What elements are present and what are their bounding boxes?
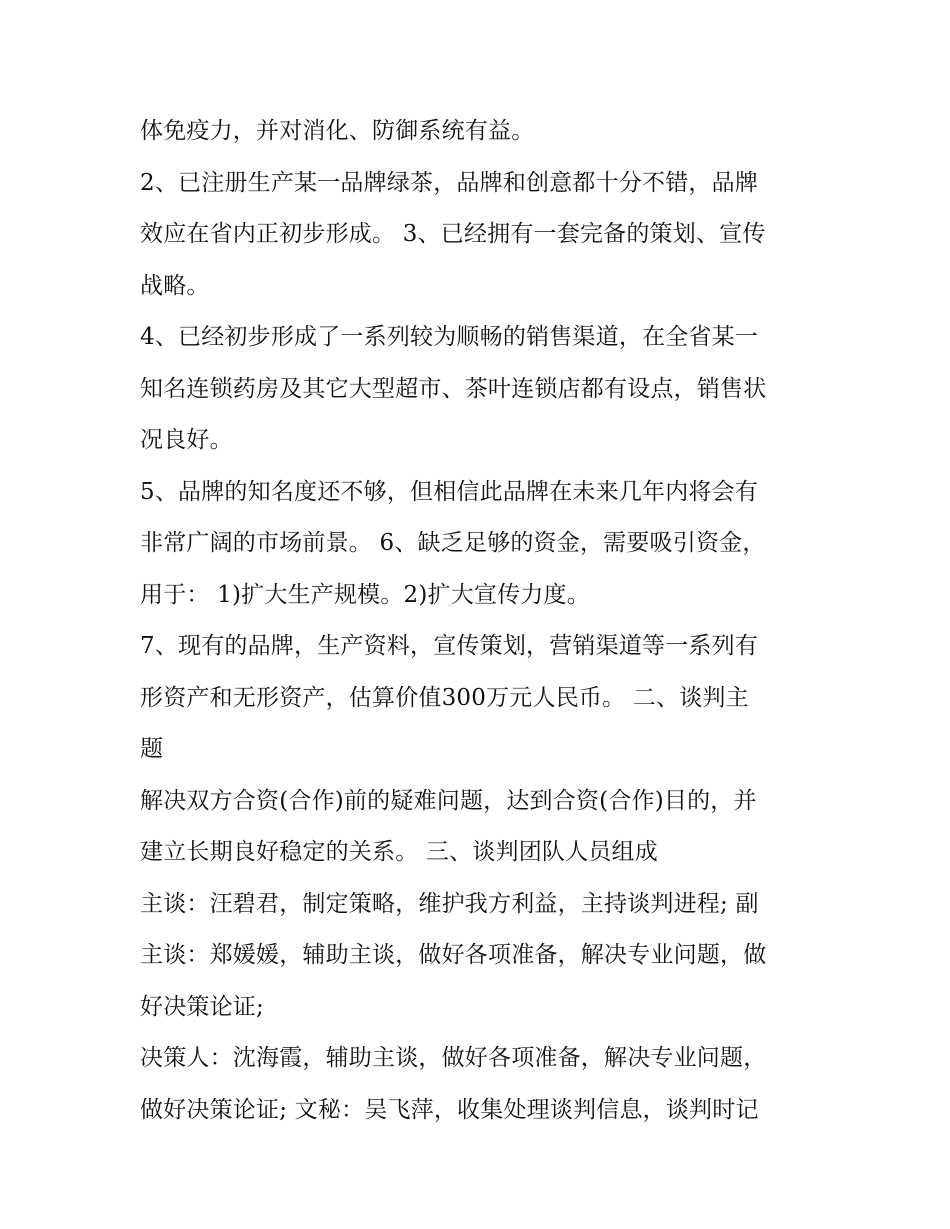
text-line: 知名连锁药房及其它大型超市、茶叶连锁店都有设点，销售状 bbox=[140, 375, 767, 402]
text-line: 非常广阔的市场前景。 6、缺乏足够的资金，需要吸引资金， bbox=[140, 530, 766, 556]
text-line: 主谈：汪碧君，制定策略，维护我方利益，主持谈判进程; 副 bbox=[140, 890, 759, 917]
text-line: 7、现有的品牌，生产资料，宣传策划，营销渠道等一系列有 bbox=[140, 633, 759, 659]
text-line: 4、已经初步形成了一系列较为顺畅的销售渠道，在全省某一 bbox=[140, 324, 759, 350]
text-line: 战略。 bbox=[140, 272, 210, 299]
text-line: 体免疫力，并对消化、防御系统有益。 bbox=[140, 118, 535, 144]
text-line: 形资产和无形资产，估算价值300万元人民币。 二、谈判主 bbox=[140, 684, 749, 711]
text-line: 5、品牌的知名度还不够，但相信此品牌在未来几年内将会有 bbox=[140, 478, 759, 505]
text-line: 决策人：沈海霞，辅助主谈，做好各项准备，解决专业问题， bbox=[140, 1045, 767, 1071]
text-line: 题 bbox=[140, 736, 164, 762]
text-line: 用于： 1)扩大生产规模。2)扩大宣传力度。 bbox=[140, 581, 590, 608]
text-line: 效应在省内正初步形成。 3、已经拥有一套完备的策划、宣传 bbox=[140, 221, 766, 247]
text-line: 主谈：郑媛媛，辅助主谈，做好各项准备，解决专业问题，做 bbox=[140, 942, 767, 968]
text-line: 好决策论证; bbox=[140, 993, 264, 1020]
text-line: 2、已注册生产某一品牌绿茶，品牌和创意都十分不错，品牌 bbox=[140, 169, 759, 196]
body-text bbox=[140, 106, 830, 1136]
text-line: 建立长期良好稳定的关系。 三、谈判团队人员组成 bbox=[140, 839, 658, 865]
text-line: 做好决策论证; 文秘：吴飞萍，收集处理谈判信息，谈判时记 bbox=[140, 1096, 759, 1123]
text-line: 解决双方合资(合作)前的疑难问题，达到合资(合作)目的，并 bbox=[140, 787, 757, 814]
text-line: 况良好。 bbox=[140, 427, 233, 453]
